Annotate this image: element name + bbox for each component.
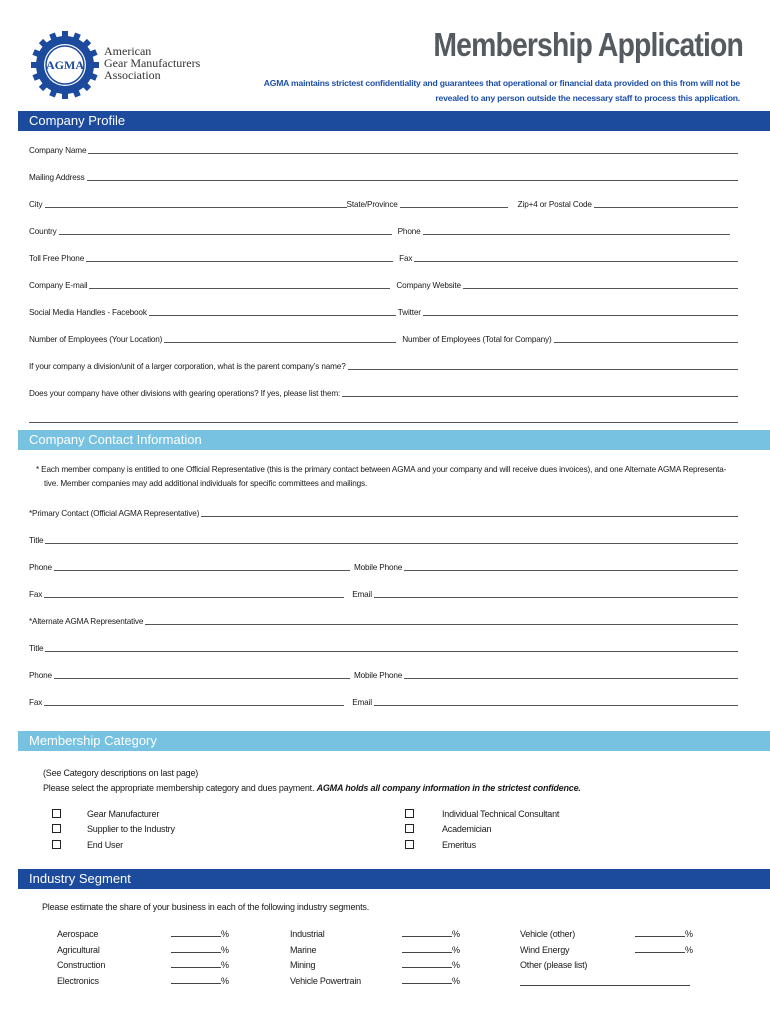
checkbox-emeritus[interactable] [405,840,414,849]
other-segment-input[interactable] [520,985,690,986]
confidentiality-statement: AGMA maintains strictest confidentiality and guarantees that operational or financial data provided on this from will not be revealed to any person outside the necessary staff to process this application. [263,78,740,103]
country-phone-row[interactable]: Country Phone [29,223,738,237]
percent-input[interactable] [402,958,452,968]
primary-contact-field[interactable]: *Primary Contact (Official AGMA Representative) [29,505,738,519]
checkbox-end-user[interactable] [52,840,61,849]
checkbox-academician[interactable] [405,824,414,833]
logo-text: AGMA [46,58,84,72]
city-state-zip-row[interactable]: City State/Province Zip+4 or Postal Code [29,196,738,210]
tollfree-fax-row[interactable]: Toll Free Phone Fax [29,250,738,264]
organization-name: American Gear Manufacturers Association [104,44,201,82]
percent-input[interactable] [635,927,685,937]
primary-fax-email-row[interactable]: Fax Email [29,586,738,600]
alternate-title-field[interactable]: Title [29,640,738,654]
checkbox-gear-manufacturer[interactable] [52,809,61,818]
industry-segment-intro: Please estimate the share of your business in each of the following industry segments. [42,902,369,912]
segment-inputs-col2[interactable]: % % % % [402,927,460,989]
alternate-fax-email-row[interactable]: Fax Email [29,694,738,708]
email-website-row[interactable]: Company E-mail Company Website [29,277,738,291]
percent-input[interactable] [402,943,452,953]
percent-input[interactable] [171,927,221,937]
representative-note: * Each member company is entitled to one Official Representative (this is the primary contact between AGMA and your company and will receive dues invoices), and one Alternate AGMA Representa- tive. Member companies may add additional individuals for specific committees and mailings. [36,465,727,488]
segment-labels-col3: Vehicle (other) Wind Energy Other (please list) [520,929,588,970]
percent-input[interactable] [171,974,221,984]
category-option-label: Individual Technical Consultant [442,809,560,819]
checkbox-supplier[interactable] [52,824,61,833]
form-header [0,0,770,110]
category-option-label: Supplier to the Industry [87,824,175,834]
social-twitter-row[interactable]: Social Media Handles - Facebook Twitter [29,304,738,318]
section-heading-industry-segment: Industry Segment [18,869,770,889]
section-heading-company-contact: Company Contact Information [18,430,770,450]
percent-input[interactable] [402,974,452,984]
page-title: Membership Application [433,26,743,63]
divisions-field[interactable]: Does your company have other divisions with gearing operations? If yes, please list them: [29,385,738,399]
category-option-label: End User [87,840,123,850]
section-heading-company-profile: Company Profile [18,111,770,131]
percent-input[interactable] [635,943,685,953]
segment-labels-col2: Industrial Marine Mining Vehicle Powertrain [290,929,361,986]
primary-phone-row[interactable]: Phone Mobile Phone [29,559,738,573]
checkbox-technical-consultant[interactable] [405,809,414,818]
segment-inputs-col1[interactable]: % % % % [171,927,229,989]
percent-input[interactable] [171,943,221,953]
alternate-phone-row[interactable]: Phone Mobile Phone [29,667,738,681]
divisions-field-continued[interactable] [29,411,738,425]
mailing-address-field[interactable]: Mailing Address [29,169,738,183]
alternate-rep-field[interactable]: *Alternate AGMA Representative [29,613,738,627]
category-option-label: Emeritus [442,840,476,850]
segment-inputs-col3[interactable]: % % [635,927,693,958]
parent-company-field[interactable]: If your company a division/unit of a larger corporation, what is the parent company’s name? [29,358,738,372]
section-heading-membership-category: Membership Category [18,731,770,751]
percent-input[interactable] [171,958,221,968]
category-option-label: Academician [442,824,492,834]
employees-row[interactable]: Number of Employees (Your Location) Number of Employees (Total for Company) [29,331,738,345]
percent-input[interactable] [402,927,452,937]
agma-gear-logo-icon [30,30,100,100]
segment-labels-col1: Aerospace Agricultural Construction Electronics [57,929,106,986]
membership-category-intro: (See Category descriptions on last page) Please select the appropriate membership category and dues payment. AGMA holds all company information in the strictest confidence. [43,768,581,793]
company-name-field[interactable]: Company Name [29,142,738,156]
primary-title-field[interactable]: Title [29,532,738,546]
category-option-label: Gear Manufacturer [87,809,160,819]
